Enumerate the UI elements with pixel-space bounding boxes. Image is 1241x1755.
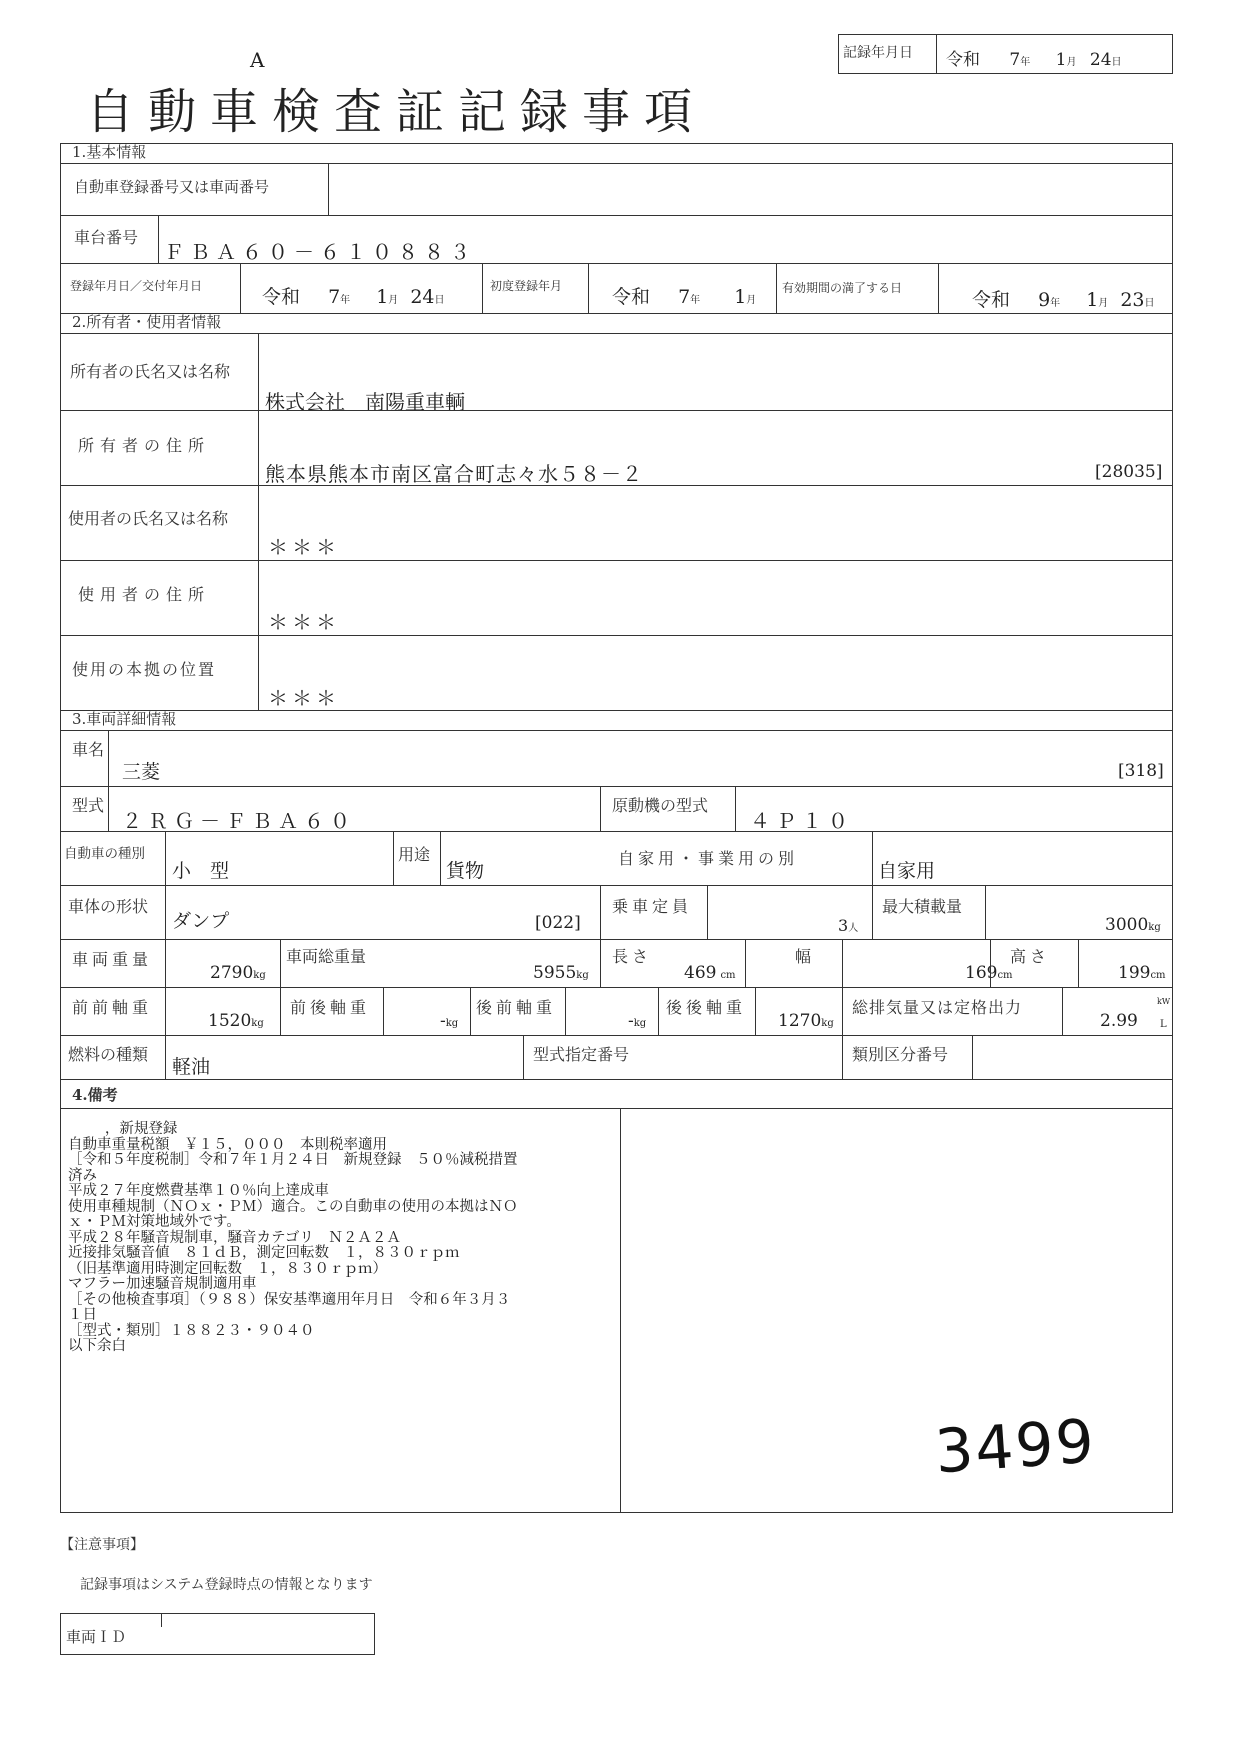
length-value: 469 cm — [684, 963, 736, 983]
page-title: 自動車検査証記録事項 — [86, 84, 707, 140]
displacement-value: 2.99 — [1100, 1011, 1138, 1031]
weight-label: 車両重量 — [72, 950, 153, 969]
gross-weight-label: 車両総重量 — [286, 947, 367, 966]
length-label: 長さ — [612, 947, 653, 966]
vehicle-id-label: 車両ＩＤ — [66, 1628, 127, 1646]
model-label: 型式 — [72, 796, 105, 815]
remarks-text: ，新規登録 自動車重量税額 ￥１５，０００ 本則税率適用 ［令和５年度税制］令和７年１月２４日 新規登録 ５０％減税措置 済み 平成２７年度燃費基準１０％向上達成車 使用車種規制（ＮＯｘ・ＰＭ）適合。この自動車の使用の本拠はＮＯ ｘ・ＰＭ対策地域外です。 平成２８年騒音規制車，騒音カテゴリ Ｎ２Ａ２Ａ 近接排気騒音値 ８１ｄＢ，測定回転数 １，８３０ｒｐｍ （旧基準適用時測定回転数 １，８３０ｒｐｍ） マフラー加速騒音規制適用車 ［その他検査事項］（９８８）保安基準適用年月日 令和６年３月３ １日 ［型式・類別］１８８２３・９０４０ 以下余白 — [68, 1121, 518, 1354]
rf-axle-value: -kg — [628, 1011, 647, 1031]
notes-title: 【注意事項】 — [60, 1537, 144, 1553]
engine-model-value: ４Ｐ１０ — [750, 809, 854, 833]
user-name-value: ＊＊＊ — [268, 535, 340, 559]
reg-date-value: 令和 7年 1月 24日 — [262, 286, 445, 308]
owner-name-label: 所有者の氏名又は名称 — [70, 362, 231, 381]
capacity-label: 乗車定員 — [612, 897, 693, 916]
fr-axle-label: 前後軸重 — [290, 998, 371, 1017]
corner-letter: A — [250, 48, 265, 72]
first-reg-label: 初度登録年月 — [490, 279, 563, 293]
width-value: 169cm — [965, 963, 1013, 983]
category-label: 類別区分番号 — [852, 1045, 949, 1064]
engine-model-label: 原動機の型式 — [612, 796, 709, 815]
car-name-code: [318] — [1118, 761, 1164, 781]
use-label: 用途 — [398, 845, 431, 864]
section4-title: 4.備考 — [72, 1086, 118, 1104]
section2-title: 2.所有者・使用者情報 — [72, 313, 222, 331]
fuel-label: 燃料の種類 — [68, 1045, 149, 1064]
expiry-label: 有効期間の満了する日 — [782, 281, 903, 295]
rf-axle-label: 後前軸重 — [476, 998, 557, 1017]
max-load-value: 3000kg — [1105, 915, 1161, 935]
rr-axle-label: 後後軸重 — [666, 998, 747, 1017]
car-name-label: 車名 — [72, 740, 105, 759]
section1-title: 1.基本情報 — [72, 143, 147, 161]
displacement-unit-bottom: L — [1160, 1019, 1167, 1030]
user-address-value: ＊＊＊ — [268, 610, 340, 634]
kind-value: 小 型 — [172, 860, 230, 882]
use-value: 貨物 — [446, 860, 485, 882]
body-shape-label: 車体の形状 — [68, 897, 149, 916]
fr-axle-value: -kg — [440, 1011, 459, 1031]
displacement-unit-top: kW — [1157, 997, 1171, 1006]
rr-axle-value: 1270kg — [778, 1011, 834, 1031]
expiry-value: 令和 9年 1月 23日 — [972, 289, 1155, 311]
fuel-value: 軽油 — [172, 1056, 211, 1078]
owner-name-value: 株式会社 南陽重車輌 — [265, 390, 465, 414]
kind-label: 自動車の種別 — [64, 846, 145, 862]
chassis-label: 車台番号 — [74, 228, 139, 247]
gross-weight-value: 5955kg — [533, 963, 589, 983]
user-name-label: 使用者の氏名又は名称 — [68, 509, 229, 528]
ff-axle-value: 1520kg — [208, 1011, 264, 1031]
record-date-value: 令和 7年 1月 24日 — [946, 50, 1122, 70]
notes-text: 記録事項はシステム登録時点の情報となります — [80, 1577, 373, 1593]
model-value: ２ＲＧ－ＦＢＡ６０ — [122, 809, 356, 833]
private-business-label: 自家用・事業用の別 — [618, 849, 799, 868]
width-label: 幅 — [795, 947, 812, 966]
car-name-value: 三菱 — [122, 761, 161, 783]
record-date-label: 記録年月日 — [843, 45, 913, 61]
height-value: 199cm — [1118, 963, 1166, 983]
user-address-label: 使用者の住所 — [78, 585, 211, 604]
section3-title: 3.車両詳細情報 — [72, 710, 177, 728]
weight-value: 2790kg — [210, 963, 266, 983]
reg-number-label: 自動車登録番号又は車両番号 — [74, 178, 270, 196]
base-location-label: 使用の本拠の位置 — [72, 660, 217, 679]
body-shape-value: ダンプ — [172, 910, 230, 932]
capacity-value: 3人 — [838, 916, 859, 935]
handwritten-number: 3499 — [932, 1406, 1098, 1488]
type-designation-label: 型式指定番号 — [533, 1045, 630, 1064]
owner-address-label: 所有者の住所 — [78, 436, 211, 455]
first-reg-value: 令和 7年 1月 — [612, 286, 757, 308]
max-load-label: 最大積載量 — [882, 897, 963, 916]
owner-address-value: 熊本県熊本市南区富合町志々水５８－２ — [265, 462, 643, 486]
base-location-value: ＊＊＊ — [268, 686, 340, 710]
private-business-value: 自家用 — [878, 860, 936, 882]
chassis-value: ＦＢＡ６０－６１０８８３ — [164, 240, 476, 264]
height-label: 高さ — [1010, 947, 1051, 966]
body-shape-code: [022] — [535, 913, 581, 933]
displacement-label: 総排気量又は定格出力 — [852, 998, 1023, 1017]
ff-axle-label: 前前軸重 — [72, 998, 153, 1017]
reg-date-label: 登録年月日／交付年月日 — [70, 279, 203, 293]
owner-address-code: [28035] — [1095, 462, 1163, 482]
